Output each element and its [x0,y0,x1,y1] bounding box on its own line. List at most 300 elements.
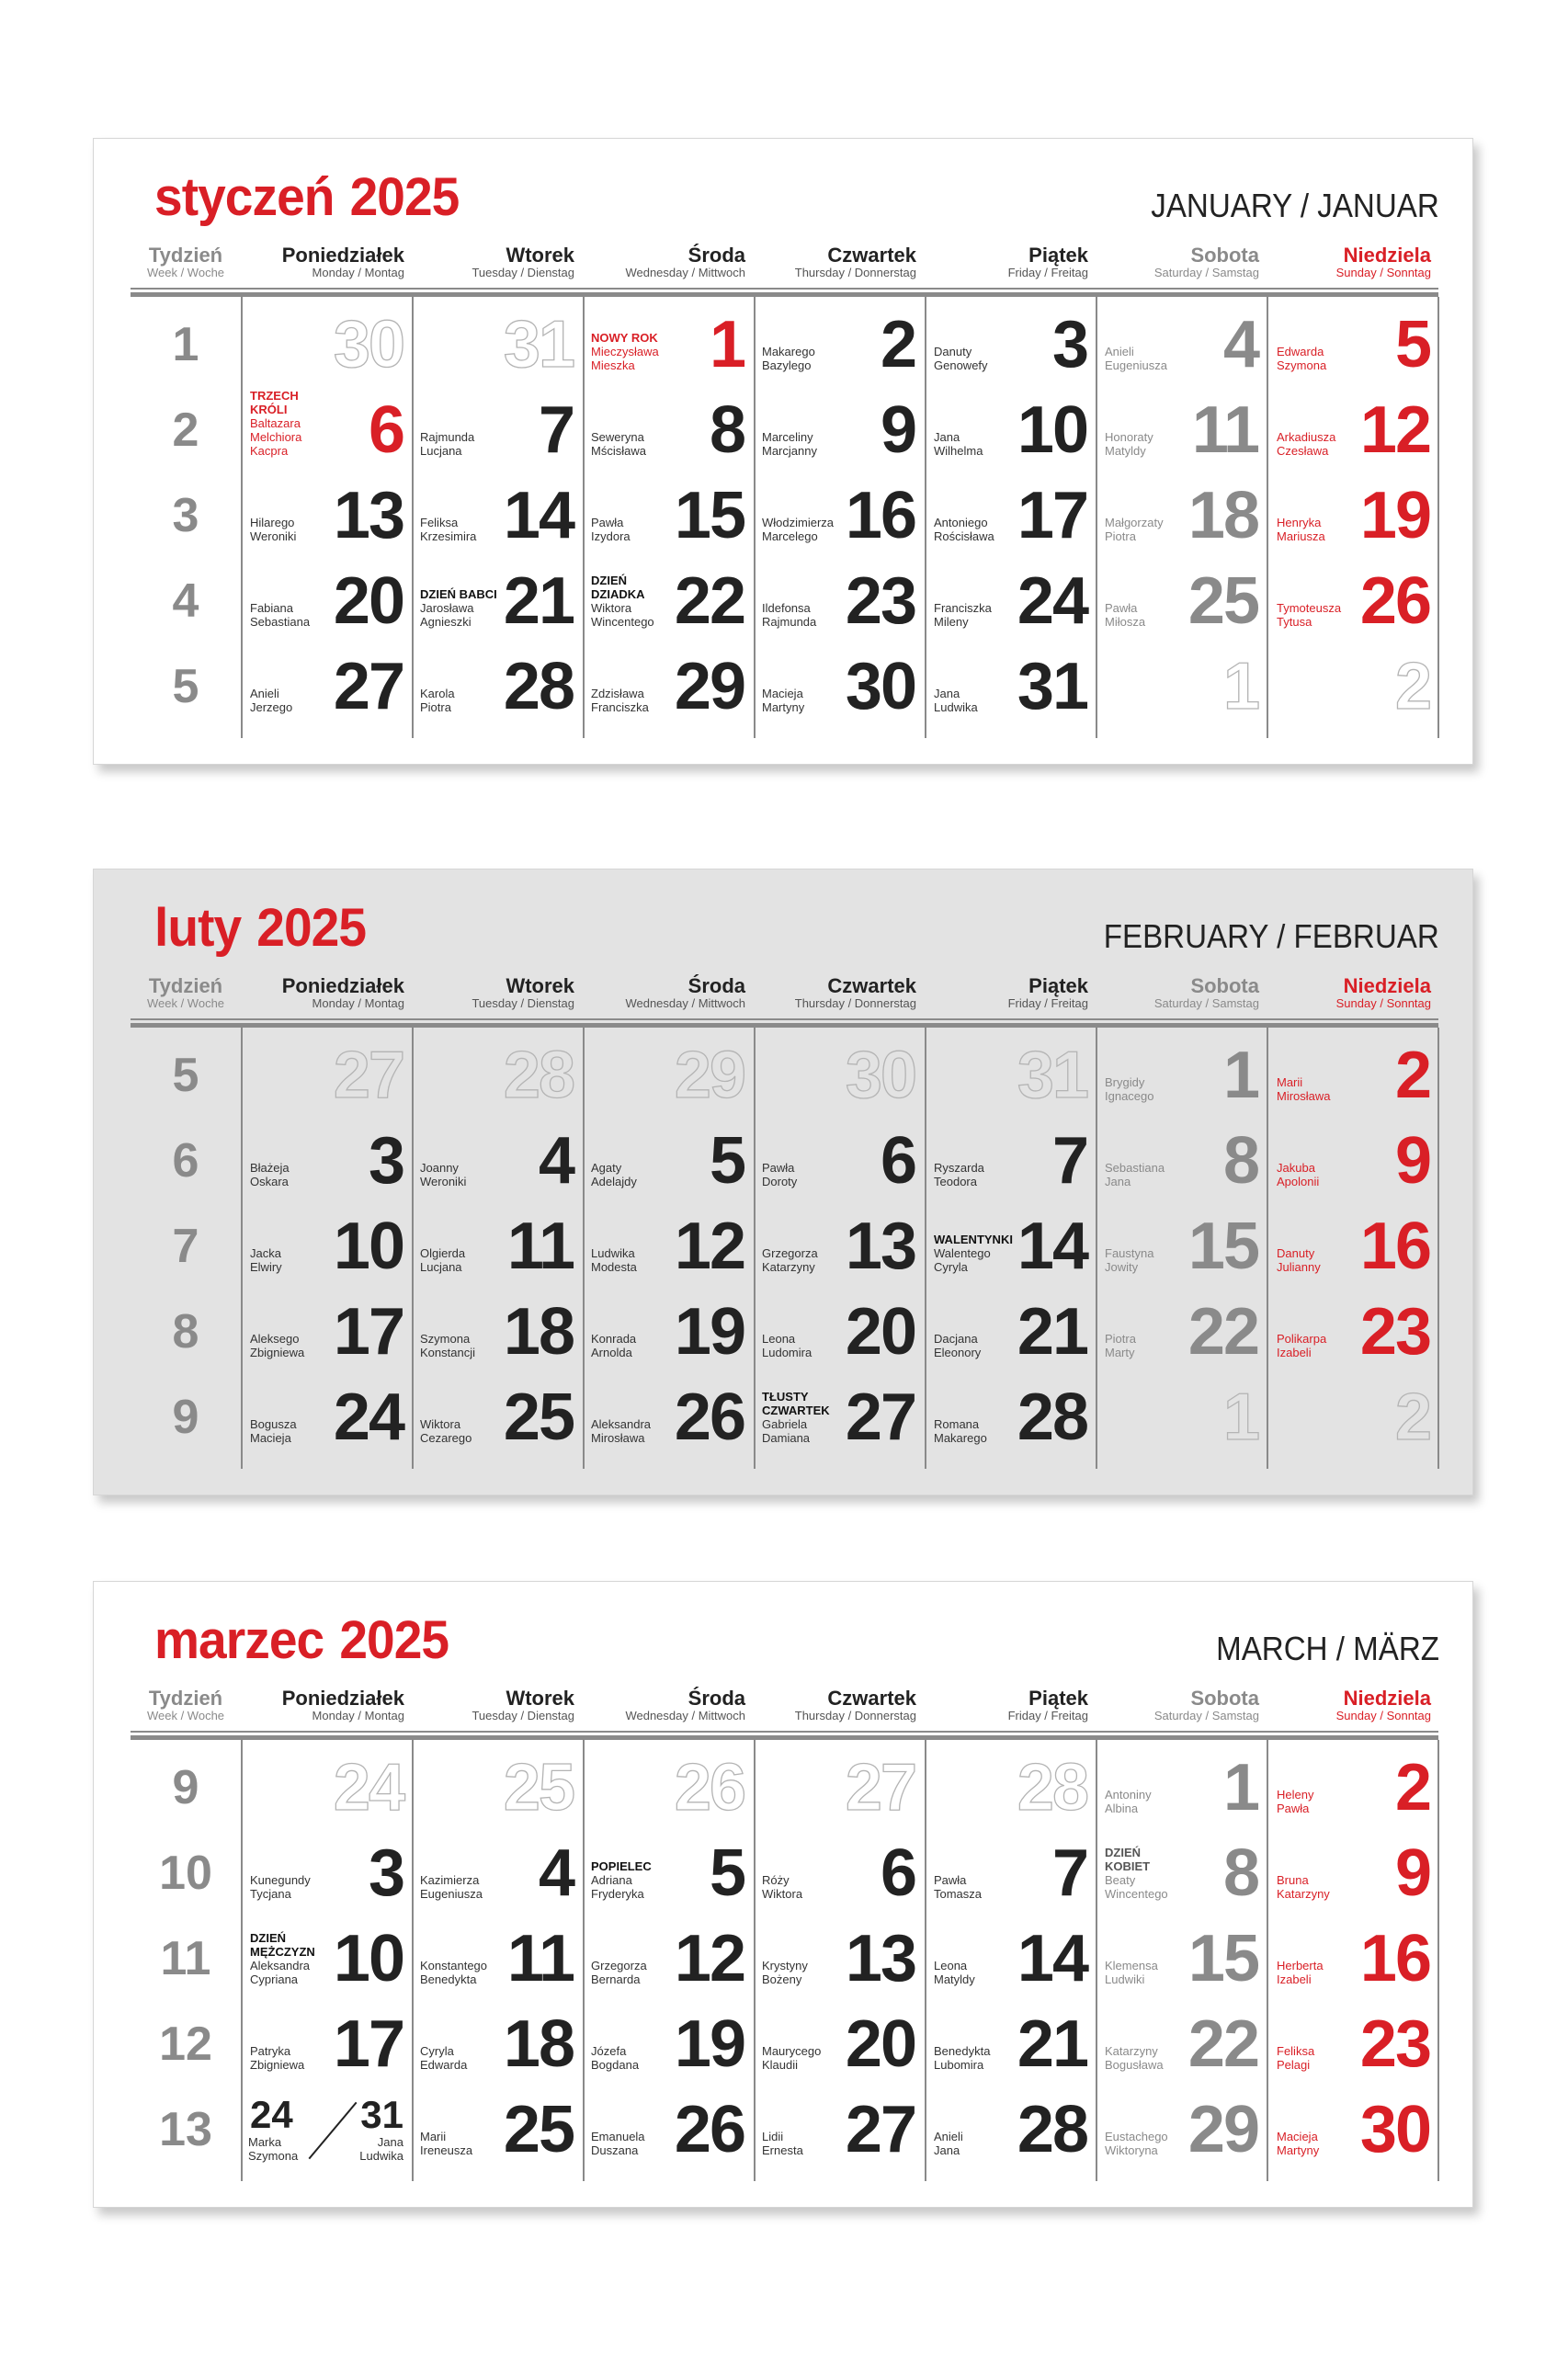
day-cell[interactable] [925,1290,1095,1374]
day-cell[interactable] [411,1375,581,1460]
day-cell[interactable] [1096,1831,1266,1915]
day-cell[interactable] [753,1119,923,1203]
name-day: Jana [934,2143,960,2157]
day-number: 7 [538,393,574,467]
day-cell[interactable] [1096,559,1266,643]
day-cell[interactable] [411,644,581,729]
name-days [250,1931,324,1986]
name-days [591,1246,637,1274]
name-day: Karola [420,687,455,700]
name-days [591,574,665,629]
day-cell[interactable] [411,302,581,387]
day-cell[interactable] [925,644,1095,729]
name-day: Danuty [1277,1246,1315,1260]
name-day: Pelagi [1277,2058,1311,2072]
day-cell[interactable] [411,1033,581,1118]
header-day-name: Piątek [1028,244,1088,267]
name-days [1105,516,1164,543]
name-days [1105,1332,1136,1359]
day-cell[interactable] [753,1831,923,1915]
name-day: Marceliny [762,430,813,444]
header-week [131,974,241,1015]
week-number: 12 [159,2018,212,2071]
name-day: Józefa [591,2044,627,2058]
name-day: Faustyna [1105,1246,1154,1260]
header-day-name: Piątek [1028,974,1088,997]
name-days [420,1332,475,1359]
name-day: Jowity [1105,1260,1139,1274]
day-cell[interactable] [1096,1290,1266,1374]
day-cell[interactable] [925,1916,1095,2001]
name-days [1105,1075,1154,1103]
name-day: Mirosława [1277,1089,1331,1103]
month-subtitle: MARCH / MÄRZ [1216,1630,1439,1667]
day-cell[interactable] [925,2087,1095,2172]
day-number: 9 [1394,1124,1430,1198]
day-cell[interactable] [925,1204,1095,1289]
day-cell[interactable] [1267,388,1437,472]
header-week-sub: Week / Woche [146,1709,225,1722]
name-days [762,1390,835,1445]
day-cell[interactable] [411,1745,581,1830]
name-day: Tymoteusza [1277,601,1342,615]
name-day: Ludwika [934,700,978,714]
name-day: Fryderyka [591,1887,644,1901]
header-day-name: Środa [687,244,745,267]
header-week-name: Tydzień [148,244,223,267]
day-number: 24 [333,1751,403,1824]
day-cell[interactable] [582,1831,752,1915]
name-days [1277,1246,1321,1274]
day-cell[interactable] [241,2002,411,2086]
name-day: Jakuba [1277,1161,1315,1175]
day-number: 3 [1051,308,1087,381]
day-cell[interactable] [582,1119,752,1203]
week-number: 13 [159,2103,212,2156]
name-days [762,2130,803,2157]
day-cell[interactable] [1267,1375,1437,1460]
header-day-7 [1267,244,1438,284]
day-number: 10 [333,1922,403,1995]
month-name: styczeń [154,167,335,227]
day-cell[interactable] [753,1916,923,2001]
day-cell[interactable] [582,1290,752,1374]
day-cell[interactable] [582,388,752,472]
week-number: 5 [172,660,199,713]
day-cell[interactable] [241,1375,411,1460]
header-day-7 [1267,1687,1438,1727]
day-cell[interactable] [925,1033,1095,1118]
day-number: 10 [1017,393,1087,467]
day-cell[interactable] [1096,1916,1266,2001]
header-day-sub: Friday / Freitag [1007,996,1088,1010]
day-cell[interactable] [925,559,1095,643]
name-days [591,1161,637,1188]
name-day: Miłosza [1105,615,1146,629]
name-days [591,2130,645,2157]
header-day-name: Poniedziałek [281,244,404,267]
day-cell[interactable] [753,1204,923,1289]
day-cell[interactable] [582,1916,752,2001]
day-number: 16 [845,479,915,552]
name-day: Teodora [934,1175,977,1188]
header-day-1 [241,974,412,1015]
header-rule-thick [131,292,1438,297]
day-cell[interactable] [753,2002,923,2086]
header-day-name: Wtorek [506,1687,574,1710]
day-cell[interactable] [411,559,581,643]
day-number: 20 [845,2007,915,2081]
day-cell[interactable] [753,388,923,472]
name-day: Macieja [250,1431,291,1445]
day-cell[interactable] [582,2002,752,2086]
day-cell[interactable] [753,302,923,387]
day-cell[interactable] [753,644,923,729]
name-days [591,2044,639,2072]
name-day: Honoraty [1105,430,1153,444]
holiday-label: NOWY ROK [591,331,658,345]
name-day: Bernarda [591,1972,641,1986]
day-cell[interactable] [925,1745,1095,1830]
day-cell[interactable] [1096,302,1266,387]
day-cell[interactable] [1267,473,1437,558]
day-cell[interactable] [925,302,1095,387]
day-cell[interactable] [1096,1119,1266,1203]
month-panel-luty [93,869,1473,1495]
day-cell[interactable] [582,1033,752,1118]
day-number: 21 [503,564,574,638]
day-number: 25 [1187,564,1258,638]
month-title [154,897,366,959]
day-number: 6 [880,1836,915,1910]
name-day: Arnolda [591,1346,632,1359]
name-days [591,1859,652,1901]
day-cell[interactable] [925,2002,1095,2086]
day-cell[interactable] [582,644,752,729]
header-day-name: Niedziela [1343,1687,1431,1710]
day-cell[interactable] [1267,559,1437,643]
day-cell[interactable] [753,1375,923,1460]
day-cell[interactable] [582,1375,752,1460]
name-days [1277,430,1335,458]
day-cell[interactable] [241,1745,411,1830]
day-cell[interactable] [411,1831,581,1915]
day-cell[interactable] [1096,1745,1266,1830]
day-cell[interactable] [241,388,411,472]
day-number: 31 [503,308,574,381]
name-days [250,1332,304,1359]
day-cell[interactable] [1096,1204,1266,1289]
name-days [1277,1161,1319,1188]
name-days [934,1233,1013,1274]
name-days [1277,2130,1319,2157]
month-subtitle: FEBRUARY / FEBRUAR [1103,917,1439,955]
name-day: Aleksandra [250,1959,311,1972]
name-day: Jerzego [250,700,293,714]
header-day-sub: Saturday / Samstag [1153,996,1259,1010]
header-day-1 [241,1687,412,1727]
day-cell[interactable] [1096,1033,1266,1118]
name-days [934,516,994,543]
header-day-sub: Saturday / Samstag [1153,1709,1259,1722]
name-day: Pawła [934,1873,967,1887]
name-day: Zbigniewa [250,1346,305,1359]
day-cell[interactable] [1096,388,1266,472]
name-day: Klemensa [1105,1959,1158,1972]
day-cell[interactable] [925,1831,1095,1915]
day-cell[interactable] [582,1745,752,1830]
header-day-sub: Wednesday / Mittwoch [625,996,745,1010]
day-number: 12 [1359,393,1430,467]
name-days [1105,1246,1153,1274]
day-cell[interactable] [1267,1916,1437,2001]
header-day-name: Czwartek [827,244,916,267]
day-number: 17 [333,2007,403,2081]
name-day: Jarosława [420,601,474,615]
name-day: Edwarda [420,2058,468,2072]
name-day: Tomasza [934,1887,983,1901]
day-number: 8 [1222,1836,1258,1910]
day-cell[interactable] [582,1204,752,1289]
day-cell[interactable] [241,1204,411,1289]
split-day-cell [241,2087,411,2172]
day-cell[interactable] [411,1119,581,1203]
name-days [250,687,292,714]
name-day: Ryszarda [934,1161,984,1175]
name-day: Sebastiana [250,615,311,629]
day-cell[interactable] [241,1033,411,1118]
name-day: Rościsława [934,529,994,543]
name-days [250,1246,282,1274]
name-days [934,1332,981,1359]
day-cell[interactable] [1267,1204,1437,1289]
name-day: Duszana [591,2143,639,2157]
day-cell[interactable] [411,388,581,472]
day-cell[interactable] [411,1204,581,1289]
name-day: Piotra [420,700,451,714]
name-day: Cyryla [934,1260,968,1274]
day-number: 8 [1222,1124,1258,1198]
day-cell[interactable] [411,1916,581,2001]
day-cell[interactable] [582,2087,752,2172]
name-days [762,516,834,543]
name-days [934,601,992,629]
name-days [591,430,646,458]
day-cell[interactable] [411,473,581,558]
day-cell[interactable] [241,2087,411,2172]
day-number: 30 [333,308,403,381]
name-day: Weroniki [250,529,297,543]
day-cell[interactable] [1096,2002,1266,2086]
day-number: 17 [1017,479,1087,552]
name-day: Pawła [762,1161,795,1175]
column-divider [1437,1028,1439,1469]
name-day: Klaudii [762,2058,799,2072]
day-number: 8 [709,393,744,467]
header-day-sub: Tuesday / Dienstag [472,996,574,1010]
day-cell[interactable] [1267,1745,1437,1830]
header-rule [131,1018,1438,1020]
name-day: Weroniki [420,1175,467,1188]
name-day: Ignacego [1105,1089,1154,1103]
day-cell[interactable] [1267,2087,1437,2172]
day-cell[interactable] [753,2087,923,2172]
day-cell[interactable] [925,1375,1095,1460]
name-day: Aleksego [250,1332,300,1346]
holiday-label: TRZECH KRÓLI [250,389,299,416]
month-year: 2025 [256,898,367,958]
name-day: Sebastiana [1105,1161,1165,1175]
header-rule-thick [131,1735,1438,1740]
day-number: 1 [1222,650,1258,723]
day-number: 28 [1017,1751,1087,1824]
day-cell[interactable] [241,302,411,387]
header-day-name: Piątek [1028,1687,1088,1710]
week-number: 9 [172,1761,199,1814]
day-number: 27 [333,650,403,723]
day-number: 15 [674,479,744,552]
name-day: Gabriela [762,1417,808,1431]
name-day: Mieczysława [591,345,659,358]
day-cell[interactable] [1267,2002,1437,2086]
name-day: Adriana [591,1873,632,1887]
header-day-sub: Monday / Montag [312,996,404,1010]
day-cell[interactable] [1096,473,1266,558]
day-cell[interactable] [1267,1033,1437,1118]
day-cell[interactable] [411,2002,581,2086]
name-day: Cyryla [420,2044,454,2058]
header-day-name: Wtorek [506,974,574,997]
name-day: Bazylego [762,358,812,372]
day-number: 11 [1191,393,1258,467]
day-cell[interactable] [1096,644,1266,729]
name-day: Emanuela [591,2130,645,2143]
day-cell[interactable] [241,1916,411,2001]
header-day-name: Sobota [1190,1687,1259,1710]
name-day: Baltazara [250,416,301,430]
day-cell[interactable] [753,559,923,643]
name-days [1277,516,1325,543]
day-cell[interactable] [241,559,411,643]
name-days [420,2130,472,2157]
name-days [762,430,817,458]
day-number: 26 [674,2093,744,2166]
day-cell[interactable] [753,1290,923,1374]
name-day: Leona [762,1332,796,1346]
name-days [1105,1846,1178,1901]
name-days [934,1873,982,1901]
holiday-label: DZIEŃ BABCI [420,587,497,601]
name-days [934,1417,987,1445]
day-cell[interactable] [1267,302,1437,387]
day-number: 30 [1359,2093,1430,2166]
header-day-name: Niedziela [1343,244,1431,267]
day-cell[interactable] [241,644,411,729]
header-day-sub: Thursday / Donnerstag [794,1709,916,1722]
day-cell[interactable] [925,473,1095,558]
day-number: 22 [1187,2007,1258,2081]
day-cell[interactable] [1267,644,1437,729]
day-number: 18 [503,2007,574,2081]
header-week [131,244,241,284]
name-day: Eugeniusza [420,1887,483,1901]
day-number: 26 [674,1751,744,1824]
day-cell[interactable] [241,1119,411,1203]
day-cell[interactable] [753,473,923,558]
day-cell[interactable] [582,559,752,643]
name-days [420,1417,472,1445]
day-cell[interactable] [1267,1290,1437,1374]
name-day: Czesława [1277,444,1329,458]
day-cell[interactable] [411,1290,581,1374]
week-number: 3 [172,489,199,542]
name-day: Makarego [934,1431,987,1445]
name-day: Jana [1105,1175,1131,1188]
day-number: 1 [1222,1751,1258,1824]
day-number: 25 [503,1751,574,1824]
day-cell[interactable] [1267,1119,1437,1203]
day-cell[interactable] [241,1831,411,1915]
header-day-4 [753,1687,924,1727]
name-day: Melchiora [250,430,302,444]
day-cell[interactable] [582,302,752,387]
day-cell[interactable] [925,1119,1095,1203]
day-cell[interactable] [1096,1375,1266,1460]
day-number: 13 [845,1922,915,1995]
name-day: Lucjana [420,444,462,458]
name-day: Heleny [1277,1788,1314,1802]
header-rule-thick [131,1023,1438,1028]
day-cell[interactable] [241,1290,411,1374]
name-days [934,2130,963,2157]
day-cell[interactable] [582,473,752,558]
name-day: Marka [248,2135,282,2149]
day-number: 2 [1394,1751,1430,1824]
name-day: Wiktora [762,1887,803,1901]
week-number: 8 [172,1305,199,1358]
name-day: Leona [934,1959,968,1972]
name-day: Marty [1105,1346,1135,1359]
day-cell[interactable] [753,1745,923,1830]
day-cell[interactable] [411,2087,581,2172]
name-day: Elwiry [250,1260,282,1274]
name-day: Bogusława [1105,2058,1164,2072]
day-cell[interactable] [925,388,1095,472]
name-days [1277,2044,1314,2072]
name-day: Kunegundy [250,1873,311,1887]
split-divider [309,2102,358,2160]
day-cell[interactable] [1096,2087,1266,2172]
name-day: Marii [1277,1075,1303,1089]
name-day: Damiana [762,1431,811,1445]
day-cell[interactable] [1267,1831,1437,1915]
header-day-name: Czwartek [827,974,916,997]
day-cell[interactable] [241,473,411,558]
name-day: Błażeja [250,1161,290,1175]
name-day: Antoniego [934,516,988,529]
day-cell[interactable] [753,1033,923,1118]
name-days [1277,1959,1324,1986]
column-divider [1437,1740,1439,2181]
day-number: 7 [1051,1124,1087,1198]
name-day: Antoniny [1105,1788,1152,1802]
name-day: Danuty [934,345,972,358]
name-days [248,2135,298,2163]
day-number: 3 [368,1124,403,1198]
day-number: 28 [503,1039,574,1112]
header-day-name: Poniedziałek [281,974,404,997]
name-day: Eustachego [1105,2130,1168,2143]
